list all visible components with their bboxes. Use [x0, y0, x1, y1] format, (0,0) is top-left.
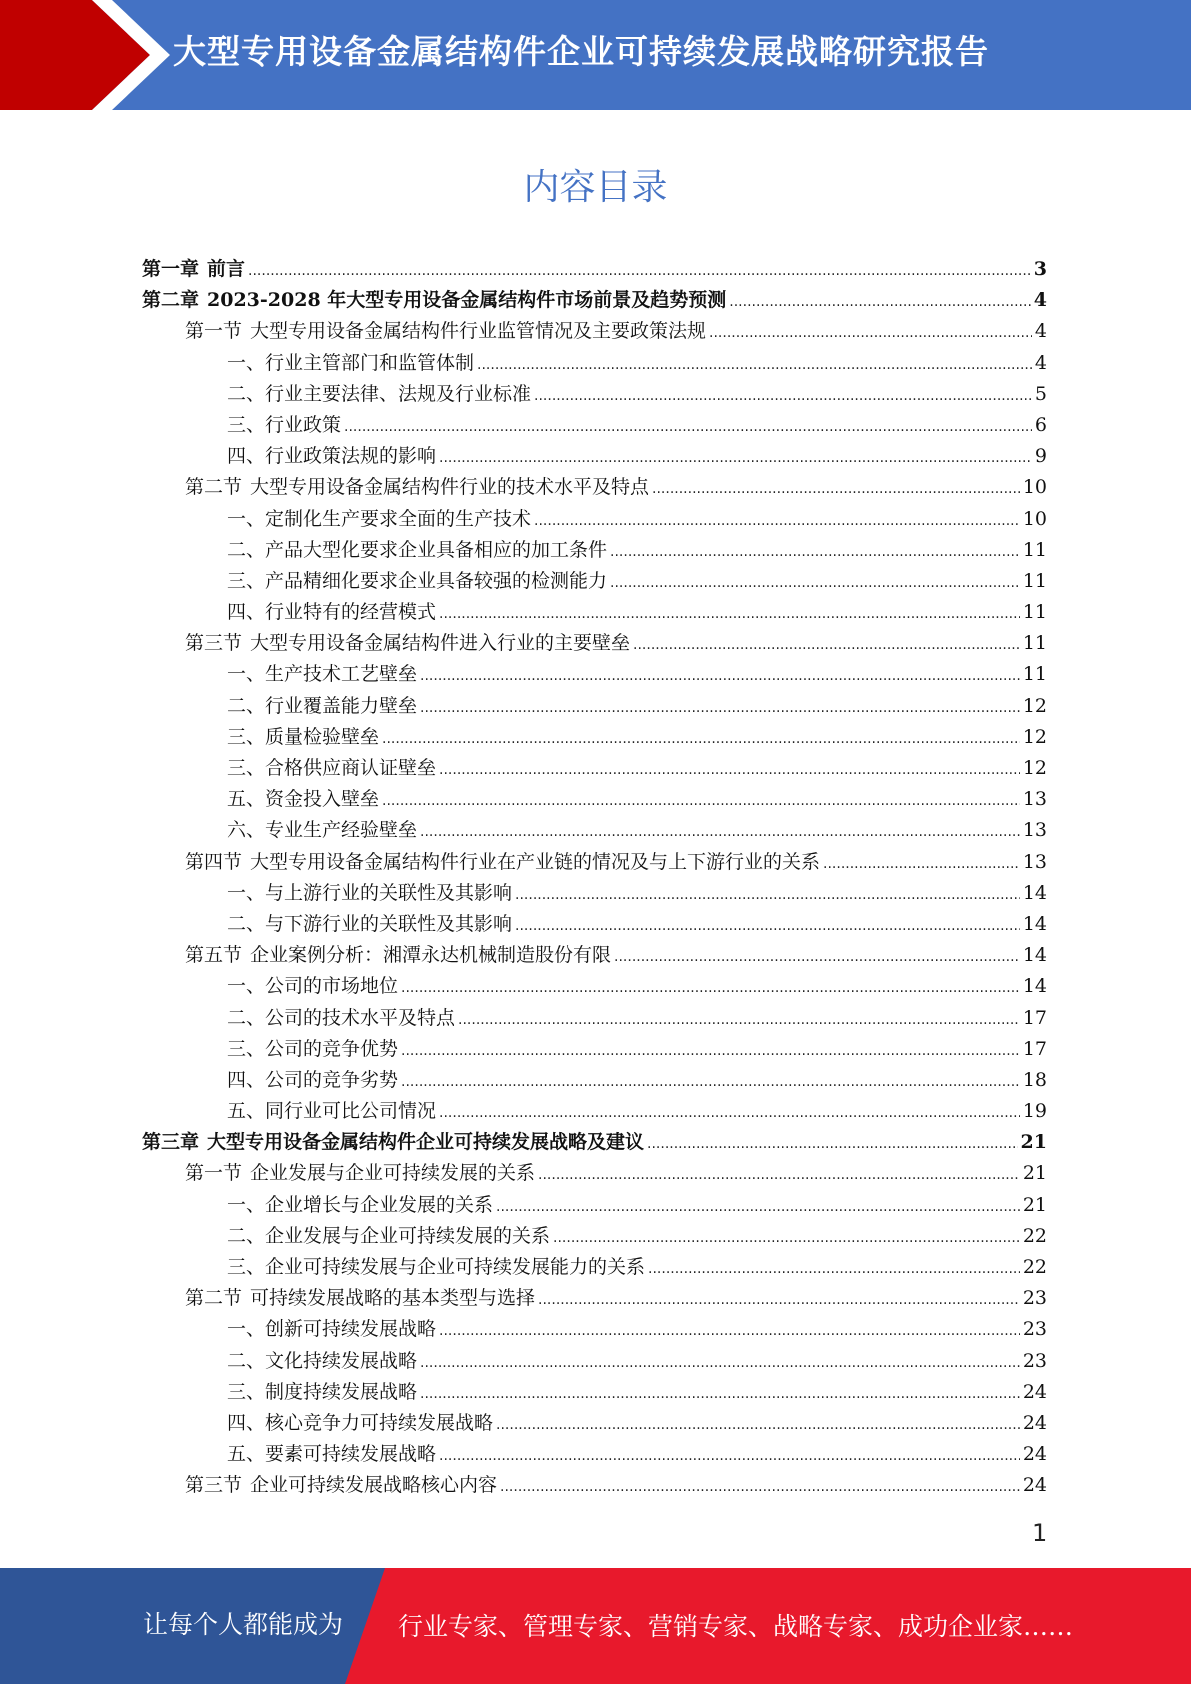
toc-entry-page: 14 — [1022, 881, 1047, 904]
footer-banner — [0, 1568, 1191, 1684]
toc-entry-page: 5 — [1034, 382, 1047, 405]
toc-entry-label — [227, 1034, 398, 1065]
toc-dot-leader — [538, 1285, 1020, 1316]
toc-entry-text: 可持续发展战略的基本类型与选择 — [250, 1287, 536, 1310]
toc-entry-page: 3 — [1033, 258, 1047, 280]
toc-subsection-entry[interactable] — [142, 1377, 1047, 1408]
toc-entry-text: 企业可持续发展战略核心内容 — [250, 1474, 498, 1497]
toc-subsection-entry[interactable] — [142, 535, 1047, 566]
toc-entry-page: 24 — [1022, 1443, 1047, 1466]
toc-entry-text: 三、产品精细化要求企业具备较强的检测能力 — [227, 569, 608, 592]
toc-dot-leader — [420, 693, 1020, 724]
toc-dot-leader — [729, 287, 1030, 318]
toc-entry-number: 第三章 — [142, 1131, 200, 1154]
toc-entry-page: 22 — [1022, 1224, 1047, 1247]
toc-dot-leader — [477, 350, 1032, 381]
page-number: 1 — [1032, 1519, 1048, 1547]
toc-dot-leader — [344, 412, 1032, 443]
toc-entry-label — [227, 1377, 417, 1408]
toc-subsection-entry[interactable] — [142, 909, 1047, 940]
footer-slogan-right: 行业专家、管理专家、营销专家、战略专家、成功企业家…… — [398, 1612, 1074, 1641]
toc-entry-label — [185, 1283, 535, 1314]
toc-entry-label — [185, 316, 706, 347]
toc-entry-page: 13 — [1022, 788, 1047, 811]
toc-entry-number: 第四节 — [185, 850, 243, 873]
toc-entry-number: 第三节 — [185, 1474, 243, 1497]
toc-entry-text: 一、与上游行业的关联性及其影响 — [227, 881, 513, 904]
toc-entry-text: 大型专用设备金属结构件行业监管情况及主要政策法规 — [250, 320, 707, 343]
toc-section-entry[interactable] — [142, 1470, 1047, 1501]
toc-entry-page: 24 — [1022, 1474, 1047, 1497]
toc-entry-label — [227, 1190, 493, 1221]
toc-dot-leader — [534, 506, 1020, 537]
toc-section-entry[interactable] — [142, 940, 1047, 971]
toc-entry-label — [142, 285, 726, 316]
toc-dot-leader — [515, 911, 1020, 942]
toc-section-entry[interactable] — [142, 472, 1047, 503]
toc-entry-label — [185, 847, 820, 878]
toc-dot-leader — [709, 318, 1032, 349]
toc-subsection-entry[interactable] — [142, 348, 1047, 379]
toc-entry-text: 前言 — [207, 258, 246, 280]
toc-entry-text: 一、定制化生产要求全面的生产技术 — [227, 507, 532, 530]
toc-entry-text: 六、专业生产经验壁垒 — [227, 819, 418, 842]
toc-subsection-entry[interactable] — [142, 815, 1047, 846]
toc-entry-label — [142, 254, 245, 285]
toc-entry-label — [185, 1470, 497, 1501]
toc-entry-text: 大型专用设备金属结构件企业可持续发展战略及建议 — [207, 1131, 645, 1154]
toc-entry-text: 四、行业政策法规的影响 — [227, 445, 437, 468]
toc-entry-text: 大型专用设备金属结构件行业在产业链的情况及与上下游行业的关系 — [250, 850, 821, 873]
toc-entry-label — [227, 1065, 398, 1096]
toc-entry-text: 大型专用设备金属结构件进入行业的主要壁垒 — [250, 632, 631, 655]
toc-entry-label — [227, 909, 512, 940]
toc-dot-leader — [652, 474, 1020, 505]
toc-subsection-entry[interactable] — [142, 1314, 1047, 1345]
toc-subsection-entry[interactable] — [142, 1190, 1047, 1221]
toc-entry-page: 4 — [1033, 289, 1047, 312]
toc-entry-text: 五、资金投入壁垒 — [227, 788, 380, 811]
toc-dot-leader — [458, 1005, 1020, 1036]
toc-entry-label — [227, 1314, 436, 1345]
toc-subsection-entry[interactable] — [142, 1439, 1047, 1470]
toc-entry-page: 12 — [1022, 757, 1047, 779]
toc-entry-page: 4 — [1034, 320, 1047, 343]
toc-entry-text: 二、行业主要法律、法规及行业标准 — [227, 382, 532, 405]
toc-entry-page: 21 — [1022, 1162, 1047, 1185]
toc-dot-leader — [420, 661, 1020, 692]
toc-entry-text: 二、产品大型化要求企业具备相应的加工条件 — [227, 538, 608, 561]
toc-entry-label — [227, 1346, 417, 1377]
toc-subsection-entry[interactable] — [142, 441, 1047, 472]
toc-entry-label — [227, 1439, 436, 1470]
toc-entry-label — [227, 379, 531, 410]
toc-subsection-entry[interactable] — [142, 504, 1047, 535]
toc-entry-text: 四、公司的竞争劣势 — [227, 1068, 399, 1091]
toc-entry-text: 二、企业发展与企业可持续发展的关系 — [227, 1224, 551, 1247]
toc-dot-leader — [439, 1098, 1020, 1129]
toc-entry-text: 二、公司的技术水平及特点 — [227, 1006, 456, 1029]
toc-entry-page: 18 — [1022, 1068, 1047, 1091]
toc-entry-page: 10 — [1022, 476, 1047, 499]
toc-entry-label — [227, 878, 512, 909]
toc-entry-page: 19 — [1022, 1100, 1047, 1123]
toc-dot-leader — [648, 1254, 1020, 1285]
toc-entry-page: 11 — [1022, 569, 1047, 592]
toc-entry-label — [185, 940, 611, 971]
toc-subsection-entry[interactable] — [142, 597, 1047, 628]
toc-entry-label — [227, 753, 436, 784]
toc-entry-page: 14 — [1022, 975, 1047, 998]
toc-dot-leader — [401, 1036, 1020, 1067]
toc-entry-number: 第三节 — [185, 632, 243, 655]
toc-subsection-entry[interactable] — [142, 1346, 1047, 1377]
toc-entry-text: 三、制度持续发展战略 — [227, 1380, 418, 1403]
toc-entry-text: 一、公司的市场地位 — [227, 975, 399, 998]
toc-entry-text: 二、与下游行业的关联性及其影响 — [227, 912, 513, 935]
toc-dot-leader — [647, 1129, 1018, 1160]
toc-dot-leader — [439, 755, 1020, 786]
toc-entry-number: 第二节 — [185, 1287, 243, 1310]
toc-entry-text: 大型专用设备金属结构件行业的技术水平及特点 — [250, 476, 650, 499]
toc-chapter-entry[interactable] — [142, 285, 1047, 316]
toc-dot-leader — [439, 1316, 1020, 1347]
toc-dot-leader — [553, 1223, 1020, 1254]
toc-subsection-entry[interactable] — [142, 1034, 1047, 1065]
toc-entry-label — [185, 472, 649, 503]
toc-subsection-entry[interactable] — [142, 410, 1047, 441]
toc-dot-leader — [382, 724, 1020, 755]
toc-entry-page: 17 — [1022, 1037, 1047, 1060]
toc-entry-label — [227, 441, 436, 472]
toc-entry-text: 2023-2028 年大型专用设备金属结构件市场前景及趋势预测 — [207, 289, 727, 312]
toc-subsection-entry[interactable] — [142, 753, 1047, 784]
toc-section-entry[interactable] — [142, 316, 1047, 347]
toc-dot-leader — [496, 1192, 1020, 1223]
toc-dot-leader — [823, 849, 1020, 880]
toc-entry-label — [227, 566, 607, 597]
toc-subsection-entry[interactable] — [142, 1252, 1047, 1283]
toc-dot-leader — [401, 1067, 1020, 1098]
toc-entry-page: 17 — [1022, 1006, 1047, 1029]
toc-dot-leader — [515, 880, 1020, 911]
toc-entry-page: 14 — [1022, 912, 1047, 935]
toc-section-entry[interactable] — [142, 1158, 1047, 1189]
toc-dot-leader — [439, 1441, 1020, 1472]
toc-entry-page: 4 — [1034, 351, 1047, 374]
toc-entry-label — [227, 1003, 455, 1034]
toc-entry-text: 二、文化持续发展战略 — [227, 1349, 418, 1372]
toc-entry-text: 一、行业主管部门和监管体制 — [227, 351, 475, 374]
toc-entry-page: 9 — [1034, 445, 1047, 468]
toc-entry-text: 四、核心竞争力可持续发展战略 — [227, 1411, 494, 1434]
toc-entry-page: 12 — [1022, 694, 1047, 717]
toc-chapter-entry[interactable] — [142, 1127, 1047, 1158]
toc-entry-label — [227, 504, 531, 535]
toc-subsection-entry[interactable] — [142, 566, 1047, 597]
toc-subsection-entry[interactable] — [142, 878, 1047, 909]
toc-entry-page: 6 — [1034, 413, 1047, 436]
toc-entry-page: 10 — [1022, 507, 1047, 530]
toc-dot-leader — [401, 973, 1020, 1004]
toc-entry-page: 22 — [1022, 1256, 1047, 1278]
toc-dot-leader — [614, 942, 1020, 973]
toc-entry-number: 第一节 — [185, 1162, 243, 1185]
toc-dot-leader — [420, 1348, 1020, 1379]
toc-dot-leader — [496, 1410, 1020, 1441]
toc-entry-label — [185, 628, 630, 659]
toc-entry-number: 第一章 — [142, 258, 200, 280]
toc-subsection-entry[interactable] — [142, 659, 1047, 690]
toc-entry-page: 23 — [1022, 1287, 1047, 1310]
toc-entry-page: 24 — [1022, 1380, 1047, 1403]
table-of-contents — [142, 254, 1047, 1502]
toc-entry-page: 24 — [1022, 1411, 1047, 1434]
toc-dot-leader — [439, 443, 1032, 474]
toc-dot-leader — [610, 537, 1020, 568]
toc-entry-number: 第一节 — [185, 320, 243, 343]
toc-entry-label — [227, 815, 417, 846]
toc-entry-page: 14 — [1022, 944, 1047, 967]
toc-subsection-entry[interactable] — [142, 1003, 1047, 1034]
toc-entry-label — [227, 722, 379, 753]
toc-entry-label — [227, 535, 607, 566]
toc-entry-label — [227, 691, 417, 722]
report-title: 大型专用设备金属结构件企业可持续发展战略研究报告 — [173, 32, 989, 71]
toc-dot-leader — [439, 599, 1020, 630]
toc-entry-page: 12 — [1022, 725, 1047, 748]
toc-entry-page: 21 — [1020, 1131, 1047, 1154]
toc-entry-text: 三、公司的竞争优势 — [227, 1037, 399, 1060]
toc-subsection-entry[interactable] — [142, 971, 1047, 1002]
toc-entry-page: 11 — [1022, 601, 1047, 624]
toc-dot-leader — [382, 786, 1020, 817]
toc-subsection-entry[interactable] — [142, 784, 1047, 815]
toc-entry-label — [227, 597, 436, 628]
toc-entry-number: 第五节 — [185, 944, 243, 967]
toc-entry-page: 11 — [1022, 632, 1047, 655]
toc-subsection-entry[interactable] — [142, 691, 1047, 722]
toc-entry-label — [227, 659, 417, 690]
toc-entry-text: 三、合格供应商认证壁垒 — [227, 757, 437, 779]
toc-entry-page: 13 — [1022, 819, 1047, 842]
toc-subsection-entry[interactable] — [142, 379, 1047, 410]
toc-entry-text: 一、企业增长与企业发展的关系 — [227, 1193, 494, 1216]
toc-entry-label — [227, 410, 341, 441]
toc-entry-page: 23 — [1022, 1349, 1047, 1372]
toc-subsection-entry[interactable] — [142, 722, 1047, 753]
toc-dot-leader — [420, 1379, 1020, 1410]
toc-dot-leader — [633, 630, 1020, 661]
toc-entry-text: 三、行业政策 — [227, 413, 342, 436]
toc-entry-label — [185, 1158, 535, 1189]
toc-entry-number: 第二章 — [142, 289, 200, 312]
toc-entry-label — [227, 971, 398, 1002]
toc-entry-number: 第二节 — [185, 476, 243, 499]
toc-entry-text: 一、创新可持续发展战略 — [227, 1318, 437, 1341]
toc-entry-label — [227, 1408, 493, 1439]
toc-entry-label — [142, 1127, 644, 1158]
toc-entry-text: 三、质量检验壁垒 — [227, 725, 380, 748]
toc-entry-text: 四、行业特有的经营模式 — [227, 601, 437, 624]
toc-entry-label — [227, 1252, 645, 1283]
toc-entry-page: 11 — [1022, 663, 1047, 686]
toc-entry-text: 三、企业可持续发展与企业可持续发展能力的关系 — [227, 1256, 646, 1278]
toc-dot-leader — [610, 568, 1020, 599]
toc-chapter-entry[interactable] — [142, 254, 1047, 285]
toc-entry-label — [227, 1096, 436, 1127]
toc-heading: 内容目录 — [523, 167, 668, 208]
footer-slogan-left: 让每个人都能成为 — [143, 1610, 344, 1639]
toc-entry-label — [227, 1221, 550, 1252]
toc-entry-text: 五、同行业可比公司情况 — [227, 1100, 437, 1123]
toc-section-entry[interactable] — [142, 1283, 1047, 1314]
toc-subsection-entry[interactable] — [142, 1065, 1047, 1096]
toc-subsection-entry[interactable] — [142, 1221, 1047, 1252]
toc-dot-leader — [534, 381, 1032, 412]
toc-dot-leader — [538, 1160, 1020, 1191]
toc-dot-leader — [248, 256, 1031, 287]
toc-entry-page: 23 — [1022, 1318, 1047, 1341]
toc-entry-page: 13 — [1022, 850, 1047, 873]
toc-entry-text: 企业发展与企业可持续发展的关系 — [250, 1162, 536, 1185]
toc-entry-text: 二、行业覆盖能力壁垒 — [227, 694, 418, 717]
toc-entry-text: 五、要素可持续发展战略 — [227, 1443, 437, 1466]
header-banner — [0, 0, 1191, 110]
toc-dot-leader — [500, 1472, 1020, 1503]
toc-dot-leader — [420, 817, 1020, 848]
toc-entry-text: 一、生产技术工艺壁垒 — [227, 663, 418, 686]
toc-entry-label — [227, 784, 379, 815]
toc-subsection-entry[interactable] — [142, 1408, 1047, 1439]
toc-entry-label — [227, 348, 474, 379]
toc-entry-page: 21 — [1022, 1193, 1047, 1216]
toc-section-entry[interactable] — [142, 628, 1047, 659]
toc-entry-page: 11 — [1022, 538, 1047, 561]
toc-subsection-entry[interactable] — [142, 1096, 1047, 1127]
toc-entry-text: 企业案例分析：湘潭永达机械制造股份有限 — [250, 944, 612, 967]
toc-section-entry[interactable] — [142, 847, 1047, 878]
